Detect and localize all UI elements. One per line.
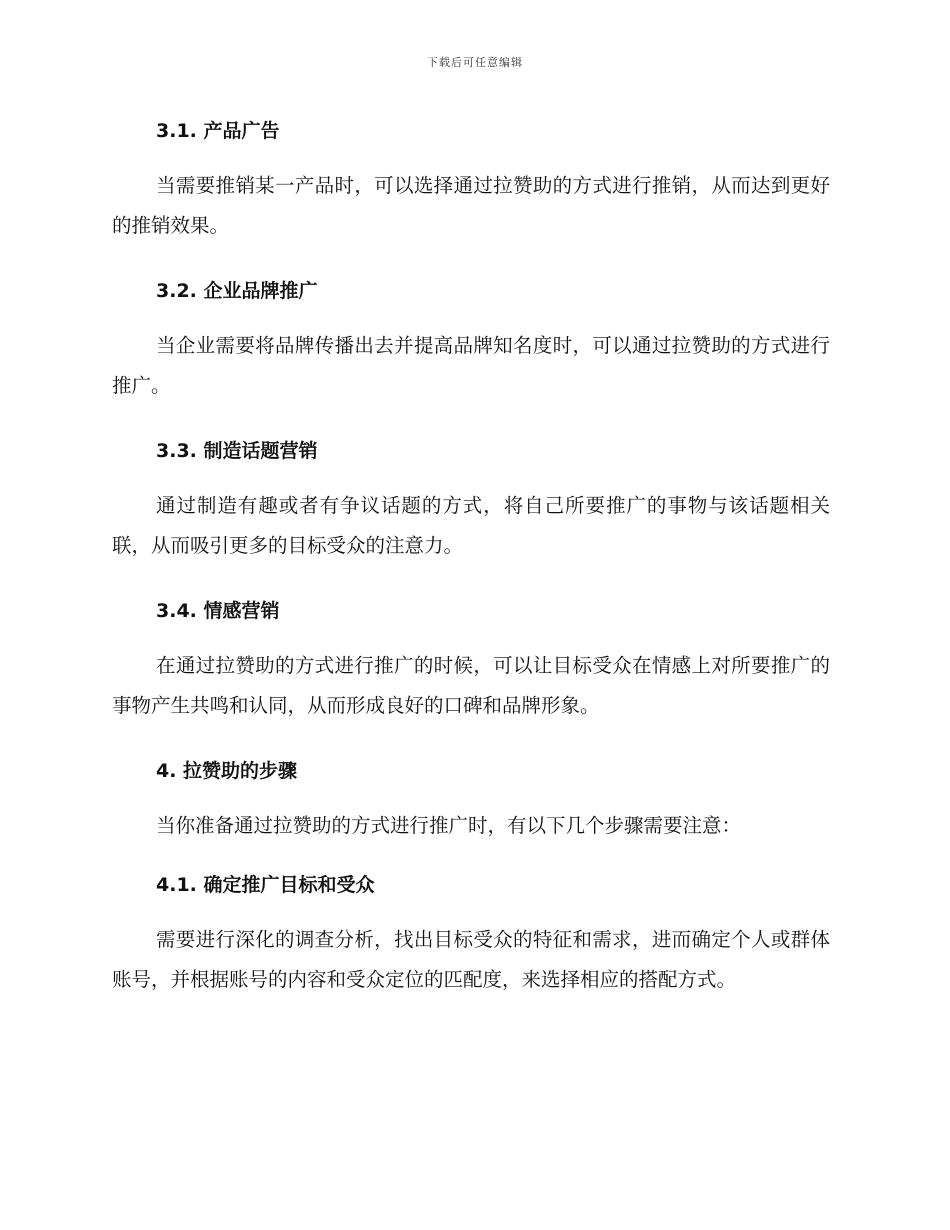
section-paragraph-3-4: 在通过拉赞助的方式进行推广的时候，可以让目标受众在情感上对所要推广的事物产生共鸣和认同，从而形成良好的口碑和品牌形象。 bbox=[112, 654, 830, 717]
section-paragraph-3-3: 通过制造有趣或者有争议话题的方式，将自己所要推广的事物与该话题相关联，从而吸引更多的目标受众的注意力。 bbox=[112, 494, 830, 557]
section-heading-3-3: 3.3. 制造话题营销 bbox=[156, 440, 318, 462]
section-paragraph-3-2: 当企业需要将品牌传播出去并提高品牌知名度时，可以通过拉赞助的方式进行推广。 bbox=[112, 334, 830, 397]
section-heading-4-1: 4.1. 确定推广目标和受众 bbox=[156, 874, 375, 896]
section-heading-3-1: 3.1. 产品广告 bbox=[156, 120, 280, 142]
section-heading-3-2: 3.2. 企业品牌推广 bbox=[156, 280, 318, 302]
section-heading-4: 4. 拉赞助的步骤 bbox=[156, 760, 298, 782]
section-paragraph-4: 当你准备通过拉赞助的方式进行推广时，有以下几个步骤需要注意： bbox=[156, 814, 742, 837]
section-paragraph-3-1: 当需要推销某一产品时，可以选择通过拉赞助的方式进行推销，从而达到更好的推销效果。 bbox=[112, 174, 830, 237]
section-paragraph-4-1: 需要进行深化的调查分析，找出目标受众的特征和需求，进而确定个人或群体账号，并根据账号的内容和受众定位的匹配度，来选择相应的搭配方式。 bbox=[112, 928, 830, 991]
page-header: 下载后可任意编辑 bbox=[427, 56, 523, 69]
section-heading-3-4: 3.4. 情感营销 bbox=[156, 600, 280, 622]
